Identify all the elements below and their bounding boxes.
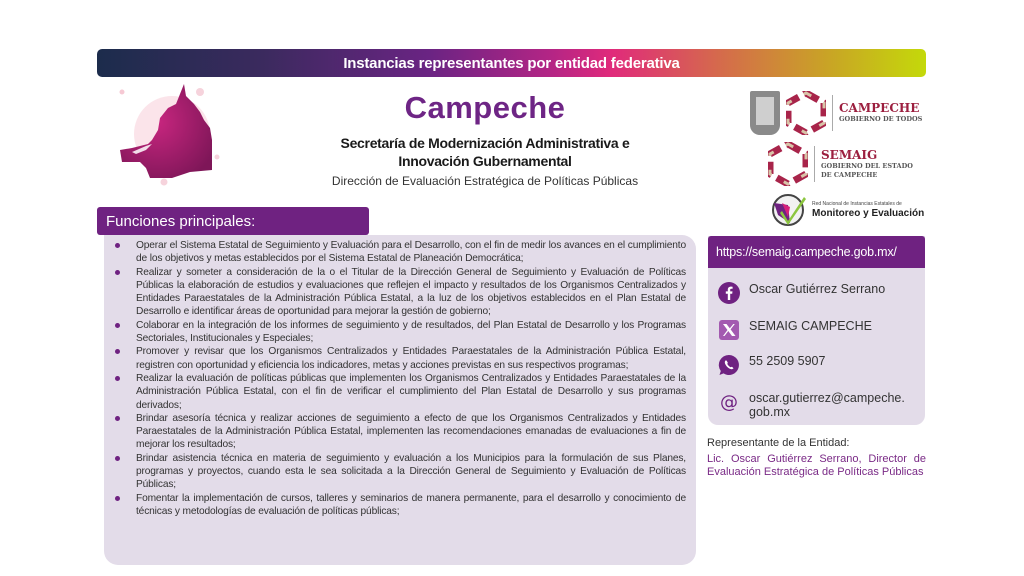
email-address: oscar.gutierrez@campeche.gob.mx — [749, 391, 905, 419]
bullet-icon — [115, 243, 120, 248]
x-contact[interactable] — [718, 319, 872, 341]
facebook-icon — [718, 282, 740, 304]
red-nacional-logo — [768, 192, 930, 228]
function-item: Operar el Sistema Estatal de Seguimiento y Evaluación para el Desarrollo, con el fin de medir los avances en el cumplimiento de los objetivos y metas establecidos por el Sistema Estatal de Planeación Democrática; — [110, 239, 686, 266]
coat-of-arms-icon — [750, 91, 780, 135]
function-item: Promover y revisar que los Organismos Centralizados y Entidades Paraestatales de la Administración Pública Estatal, registren con oportunidad y eficiencia los indicadores, metas y acciones previstas en sus respectivos programas; — [110, 345, 686, 372]
functions-list — [110, 239, 686, 518]
contact-panel — [708, 236, 925, 425]
phone-number: 55 2509 5907 — [749, 354, 826, 368]
website-link[interactable]: https://semaig.campeche.gob.mx/ — [708, 236, 925, 268]
function-item: Brindar asistencia técnica en materia de seguimiento y evaluación a los Municipios para la formulación de sus Planes, programas y proyectos, cuando esta le sea solicitada a la Dirección General de Seguimiento y Evaluación de Políticas Públicas; — [110, 452, 686, 492]
semaig-logo — [762, 140, 930, 188]
bullet-icon — [115, 456, 120, 461]
function-item: Fomentar la implementación de cursos, talleres y seminarios de manera permanente, para el desarrollo y conocimiento de técnicas y metodologías de evaluación de políticas públicas; — [110, 492, 686, 519]
bullet-icon — [115, 496, 120, 501]
representative-label: Representante de la Entidad: — [707, 437, 850, 449]
hexagon-logo-icon — [786, 91, 826, 135]
banner-title: Instancias representantes por entidad federativa — [343, 54, 680, 72]
campeche-map-icon — [112, 82, 242, 192]
campeche-logo — [750, 88, 930, 138]
bullet-icon — [115, 376, 120, 381]
function-item: Brindar asesoría técnica y realizar acciones de seguimiento a efecto de que los Organismos Centralizados y Entidades Paraestatales de la Administración Pública Estatal, implementen las recomendaciones emanadas de evaluaciones a fin de mejorar los resultados; — [110, 412, 686, 452]
state-name: Campeche — [404, 90, 566, 125]
facebook-name: Oscar Gutiérrez Serrano — [749, 282, 886, 296]
representative-value: Lic. Oscar Gutiérrez Serrano, Director de Evaluación Estratégica de Políticas Públicas — [707, 453, 926, 478]
divider — [832, 95, 833, 131]
bullet-icon — [115, 323, 120, 328]
semaig-logo-subtitle-2: DE CAMPECHE — [821, 170, 878, 179]
phone-contact[interactable] — [718, 354, 825, 376]
title-banner — [97, 49, 926, 77]
function-item: Colaborar en la integración de los informes de seguimiento y de resultados, del Plan Estatal de Desarrollo y los Programas Sectoriales, Institucionales y Especiales; — [110, 319, 686, 346]
semaig-logo-subtitle-1: GOBIERNO DEL ESTADO — [821, 161, 913, 170]
bullet-icon — [115, 349, 120, 354]
svg-text:@: @ — [720, 392, 738, 413]
facebook-contact[interactable] — [718, 282, 885, 304]
bullet-icon — [115, 416, 120, 421]
secretaria-name: Secretaría de Modernización Administrativa e Innovación Gubernamental — [340, 135, 630, 169]
logos-area — [750, 88, 930, 228]
function-item: Realizar la evaluación de políticas públicas que implementen los Organismos Centralizados y Entidades Paraestatales de la Administración Pública Estatal, con el fin de verificar el cumplimiento del Plan Estatal de Desarrollo y sus programas derivados; — [110, 372, 686, 412]
email-contact[interactable] — [718, 391, 909, 419]
whatsapp-icon — [718, 354, 740, 376]
functions-panel — [104, 235, 696, 565]
functions-header: Funciones principales: — [97, 207, 369, 235]
red-logo-title: Monitoreo y Evaluación — [812, 207, 925, 219]
at-icon — [718, 391, 740, 413]
hexagon-logo-icon — [768, 142, 808, 186]
red-logo-subtitle: Red Nacional de Instancias Estatales de — [812, 200, 902, 207]
campeche-logo-subtitle: GOBIERNO DE TODOS — [839, 115, 923, 123]
bullet-icon — [115, 270, 120, 275]
x-handle: SEMAIG CAMPECHE — [749, 319, 872, 333]
semaig-logo-title: SEMAIG — [821, 147, 878, 162]
checkmark-globe-icon — [768, 193, 808, 227]
direccion-name: Dirección de Evaluación Estratégica de Políticas Públicas — [331, 174, 639, 188]
divider — [814, 146, 815, 182]
campeche-logo-title: CAMPECHE — [839, 101, 920, 115]
function-item: Realizar y someter a consideración de la o el Titular de la Dirección General de Seguimiento y Evaluación de Políticas Públicas la elaboración de estudios y evaluaciones que reflejen el impacto y resultados de los Organismos Centralizados y Entidades Paraestatales de la Administración Pública Estatal, a la luz de los objetivos establecidos en el Plan Estatal de Desarrollo e identificar áreas de oportunidad para mejorar la gestión de gobierno; — [110, 266, 686, 319]
x-icon — [718, 319, 740, 341]
